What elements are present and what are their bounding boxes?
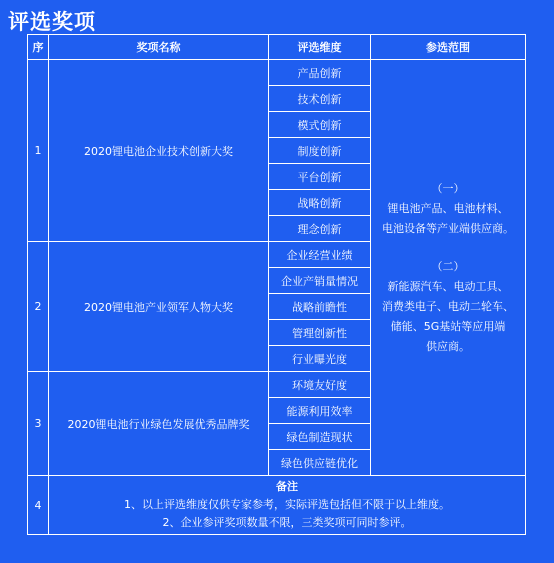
award-index: 2 (28, 242, 49, 372)
scope-group1-title: （一） (431, 181, 465, 195)
notes-row (28, 476, 526, 535)
scope-group2-title: （二） (431, 259, 465, 273)
awards-table (27, 34, 526, 535)
notes-cell (49, 476, 526, 535)
scope-cell (371, 60, 526, 476)
scope-group2-line: 供应商。 (426, 339, 470, 353)
scope-group1-line: 电池设备等产业端供应商。 (382, 221, 514, 235)
dimension-cell: 环境友好度 (269, 372, 371, 398)
dimension-cell: 战略创新 (269, 190, 371, 216)
scope-group2-line: 消费类电子、电动二轮车、 (382, 299, 514, 313)
scope-group1-line: 锂电池产品、电池材料、 (387, 201, 509, 215)
notes-index: 4 (28, 476, 49, 535)
table-header-row (28, 35, 526, 60)
dimension-cell: 模式创新 (269, 112, 371, 138)
award-name: 2020锂电池企业技术创新大奖 (49, 60, 269, 242)
dimension-cell: 绿色供应链优化 (269, 450, 371, 476)
dimension-cell: 平台创新 (269, 164, 371, 190)
award-name: 2020锂电池行业绿色发展优秀品牌奖 (49, 372, 269, 476)
dimension-cell: 理念创新 (269, 216, 371, 242)
dimension-cell: 技术创新 (269, 86, 371, 112)
award-index: 3 (28, 372, 49, 476)
scope-group2-line: 新能源汽车、电动工具、 (387, 279, 509, 293)
dimension-cell: 产品创新 (269, 60, 371, 86)
table-row (28, 60, 526, 86)
dimension-cell: 制度创新 (269, 138, 371, 164)
scope-group2-line: 储能、5G基站等应用端 (390, 319, 506, 333)
dimension-cell: 管理创新性 (269, 320, 371, 346)
header-scope: 参选范围 (371, 35, 526, 60)
page-title: 评选奖项 (8, 10, 96, 34)
notes-line: 1、以上评选维度仅供专家参考，实际评选包括但不限于以上维度。 (124, 498, 450, 511)
dimension-cell: 战略前瞻性 (269, 294, 371, 320)
dimension-cell: 企业产销量情况 (269, 268, 371, 294)
award-name: 2020锂电池产业领军人物大奖 (49, 242, 269, 372)
dimension-cell: 能源利用效率 (269, 398, 371, 424)
header-index: 序 (28, 35, 49, 60)
dimension-cell: 行业曝光度 (269, 346, 371, 372)
dimension-cell: 绿色制造现状 (269, 424, 371, 450)
header-dimension: 评选维度 (269, 35, 371, 60)
award-index: 1 (28, 60, 49, 242)
header-award-name: 奖项名称 (49, 35, 269, 60)
dimension-cell: 企业经营业绩 (269, 242, 371, 268)
notes-line: 2、企业参评奖项数量不限，三类奖项可同时参评。 (162, 516, 412, 529)
notes-title: 备注 (276, 480, 298, 493)
